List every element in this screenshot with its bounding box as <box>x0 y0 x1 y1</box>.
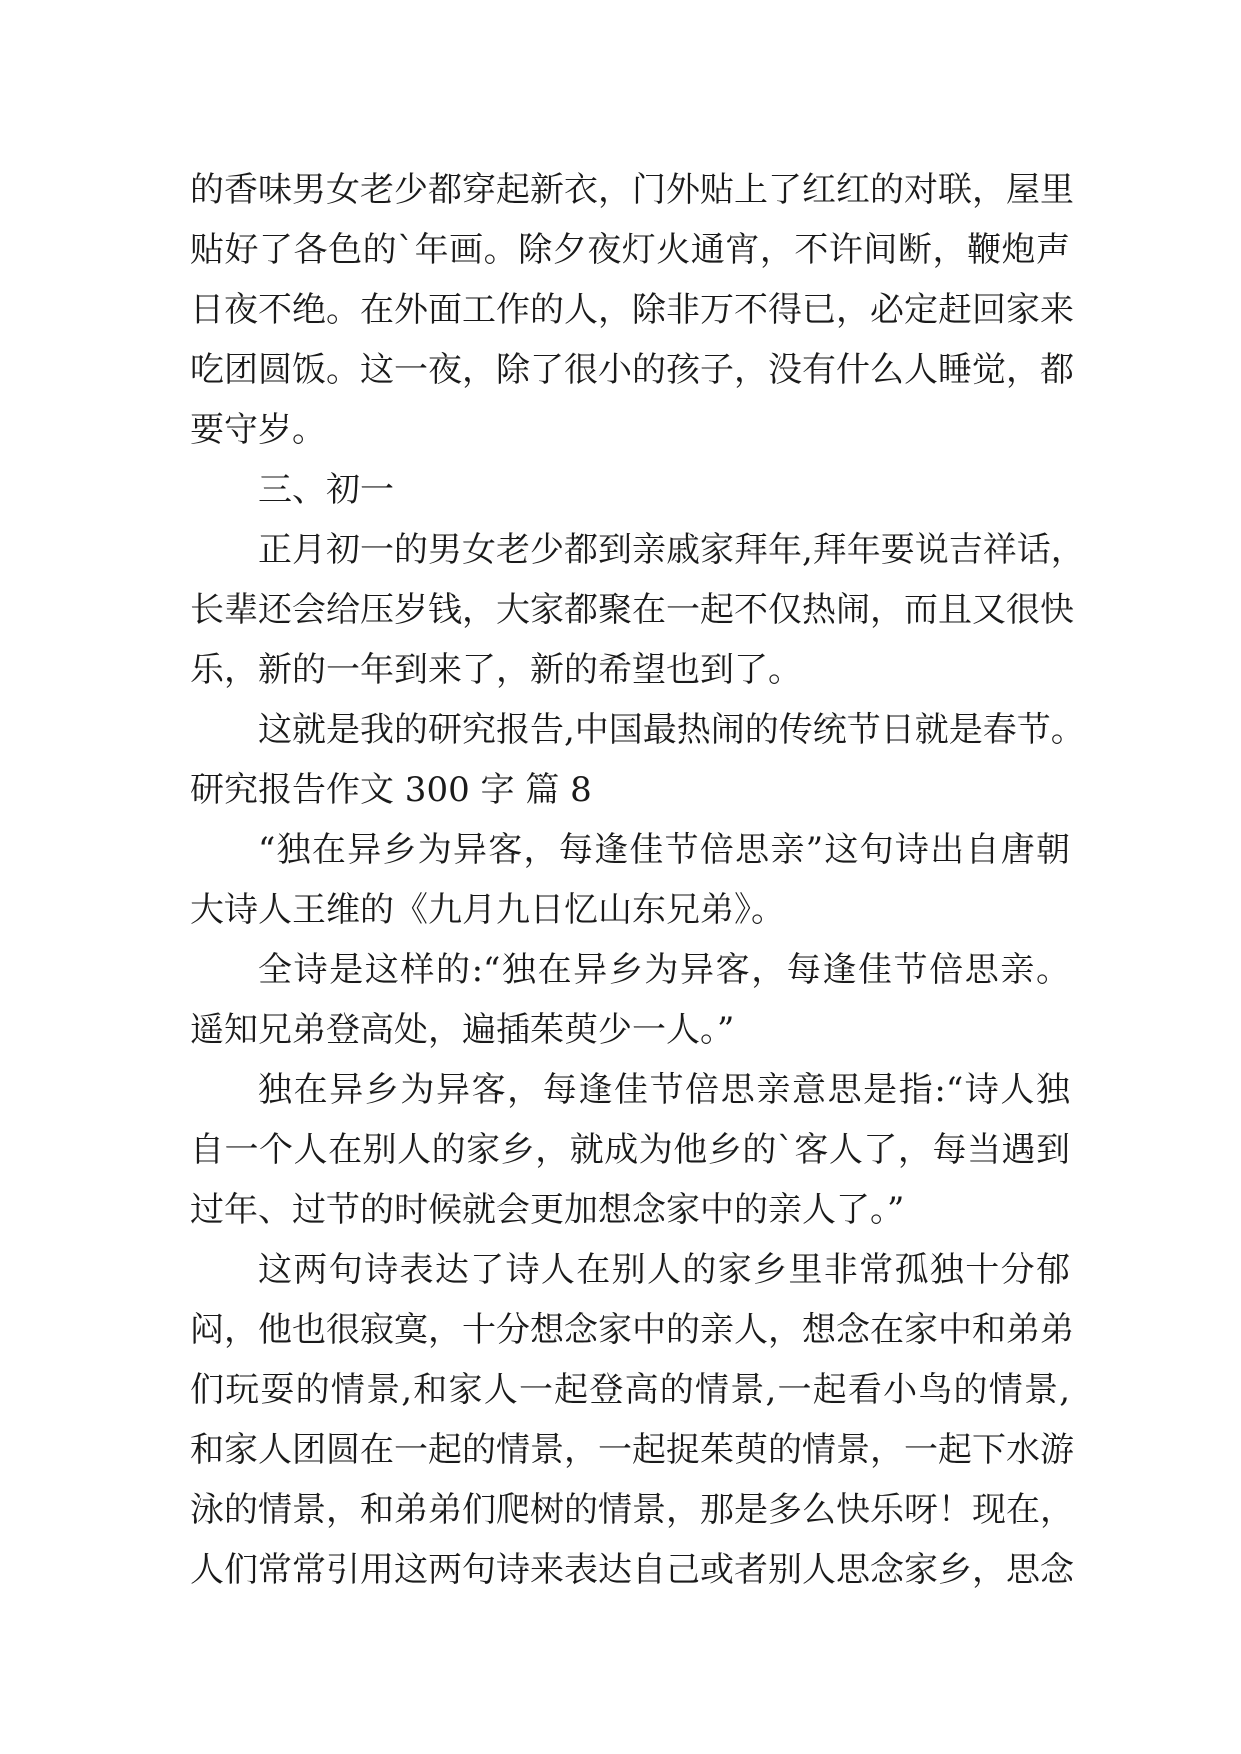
text-line: 全诗是这样的:“独在异乡为异客，每逢佳节倍思亲。 <box>258 950 1070 990</box>
text-line: 独在异乡为异客，每逢佳节倍思亲意思是指:“诗人独 <box>258 1070 1070 1110</box>
text-line: 这两句诗表达了诗人在别人的家乡里非常孤独十分郁 <box>258 1250 1070 1290</box>
text-line: 正月初一的男女老少都到亲戚家拜年,拜年要说吉祥话， <box>258 530 1085 570</box>
text-line: 过年、过节的时候就会更加想念家中的亲人了。” <box>190 1190 905 1230</box>
text-line: 要守岁。 <box>190 410 326 450</box>
text-line: 贴好了各色的`年画。除夕夜灯火通宵，不许间断，鞭炮声 <box>190 230 1070 270</box>
text-line: 遥知兄弟登高处，遍插茱萸少一人。” <box>190 1010 735 1050</box>
text-line: 长辈还会给压岁钱，大家都聚在一起不仅热闹，而且又很快 <box>190 590 1074 630</box>
text-line: 自一个人在别人的家乡，就成为他乡的`客人了，每当遇到 <box>190 1130 1070 1170</box>
text-line: 三、初一 <box>258 470 394 510</box>
text-line: 的香味男女老少都穿起新衣，门外贴上了红红的对联，屋里 <box>190 170 1074 210</box>
text-line: 乐，新的一年到来了，新的希望也到了。 <box>190 650 802 690</box>
text-line: 泳的情景，和弟弟们爬树的情景，那是多么快乐呀！现在， <box>190 1490 1074 1530</box>
text-line: 日夜不绝。在外面工作的人，除非万不得已，必定赶回家来 <box>190 290 1074 330</box>
document-body <box>190 160 1085 1600</box>
text-line: 们玩耍的情景,和家人一起登高的情景,一起看小鸟的情景, <box>190 1370 1070 1410</box>
text-line: “独在异乡为异客，每逢佳节倍思亲”这句诗出自唐朝 <box>258 830 1070 870</box>
text-line: 闷，他也很寂寞，十分想念家中的亲人，想念在家中和弟弟 <box>190 1310 1074 1350</box>
text-line: 吃团圆饭。这一夜，除了很小的孩子，没有什么人睡觉，都 <box>190 350 1074 390</box>
text-line: 人们常常引用这两句诗来表达自己或者别人思念家乡，思念 <box>190 1550 1074 1590</box>
text-line: 和家人团圆在一起的情景，一起捉茱萸的情景，一起下水游 <box>190 1430 1074 1470</box>
text-line: 大诗人王维的《九月九日忆山东兄弟》。 <box>190 890 785 930</box>
text-line: 这就是我的研究报告,中国最热闹的传统节日就是春节。 <box>258 710 1085 750</box>
text-line: 研究报告作文 300 字 篇 8 <box>190 770 592 810</box>
